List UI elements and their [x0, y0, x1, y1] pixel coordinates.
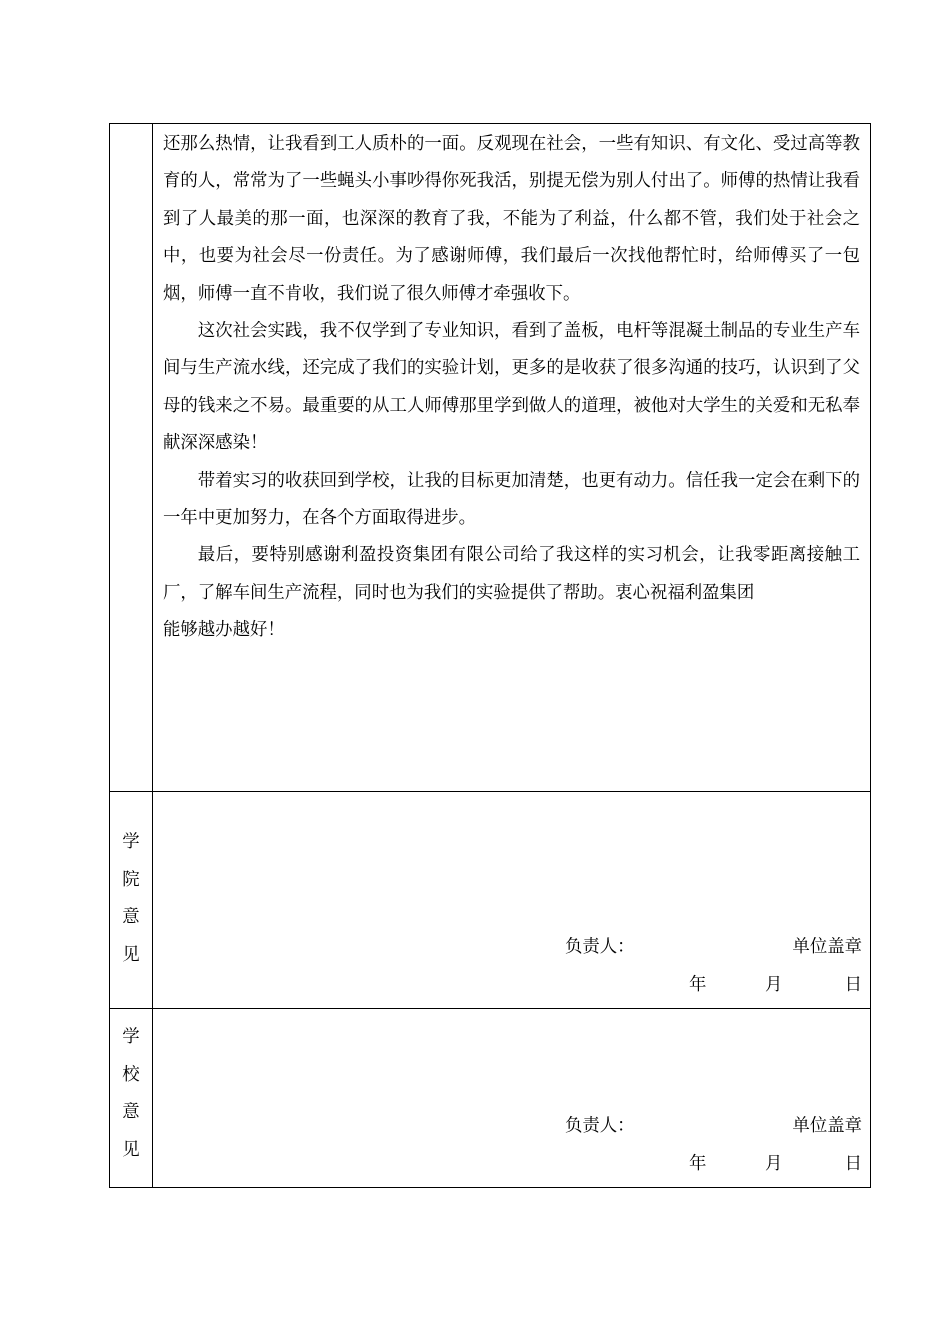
practice-report-table [109, 123, 871, 1188]
unit-seal-label: 单位盖章 [792, 1116, 862, 1136]
label-char: 意 [122, 907, 140, 927]
month-label: 月 [765, 1154, 783, 1174]
essay-paragraph-1: 还那么热情，让我看到工人质朴的一面。反观现在社会，一些有知识、有文化、受过高等教育的人，常常为了一些蝇头小事吵得你死我活，别提无偿为别人付出了。师傅的热情让我看到了人最美的那一面，也深深的教育了我，不能为了利益，什么都不管，我们处于社会之中，也要为社会尽一份责任。为了感谢师傅，我们最后一次找他帮忙时，给师傅买了一包烟，师傅一直不肯收，我们说了很久师傅才牵强收下。 [163, 134, 860, 304]
year-label: 年 [689, 975, 707, 995]
unit-seal-label: 单位盖章 [792, 937, 862, 957]
school-opinion-area [153, 1009, 870, 1187]
responsible-person-label: 负责人： [565, 937, 635, 957]
essay-paragraph-4: 最后，要特别感谢利盈投资集团有限公司给了我这样的实习机会，让我零距离接触工厂，了解车间生产流程，同时也为我们的实验提供了帮助。衷心祝福利盈集团 [163, 545, 860, 603]
school-date-line [153, 1152, 870, 1176]
label-char: 院 [122, 869, 140, 890]
essay-row [110, 124, 871, 792]
essay-content-cell [153, 124, 871, 792]
day-label: 日 [844, 1154, 862, 1174]
month-label: 月 [765, 975, 783, 995]
label-char: 学 [122, 1027, 140, 1047]
college-opinion-area [153, 792, 870, 1008]
school-opinion-row [110, 1009, 871, 1188]
essay-text [153, 124, 870, 650]
label-char: 见 [122, 1139, 140, 1160]
school-opinion-content-cell[interactable] [153, 1009, 871, 1188]
essay-paragraph-3: 带着实习的收获回到学校，让我的目标更加清楚，也更有动力。信任我一定会在剩下的一年中更加努力，在各个方面取得进步。 [163, 470, 860, 529]
label-char: 学 [122, 832, 140, 852]
essay-label-cell [110, 124, 153, 792]
essay-paragraph-2: 这次社会实践，我不仅学到了专业知识，看到了盖板，电杆等混凝土制品的专业生产车间与生产流水线，还完成了我们的实验计划，更多的是收获了很多沟通的技巧，认识到了父母的钱来之不易。最重要的从工人师傅那里学到做人的道理，被他对大学生的关爱和无私奉献深深感染！ [163, 321, 860, 454]
label-char: 校 [122, 1064, 140, 1085]
school-opinion-label [110, 1009, 152, 1169]
college-signature-line [153, 935, 870, 959]
school-signature-line [153, 1114, 870, 1138]
college-date-line [153, 973, 870, 997]
college-opinion-label [110, 792, 152, 974]
essay-paragraph-5: 能够越办越好！ [163, 620, 285, 641]
responsible-person-label: 负责人： [565, 1116, 635, 1136]
college-opinion-label-cell [110, 792, 153, 1009]
college-opinion-row [110, 792, 871, 1009]
year-label: 年 [689, 1154, 707, 1174]
day-label: 日 [844, 975, 862, 995]
label-char: 见 [122, 944, 140, 965]
school-opinion-label-cell [110, 1009, 153, 1188]
label-char: 意 [122, 1102, 140, 1122]
college-opinion-content-cell[interactable] [153, 792, 871, 1009]
